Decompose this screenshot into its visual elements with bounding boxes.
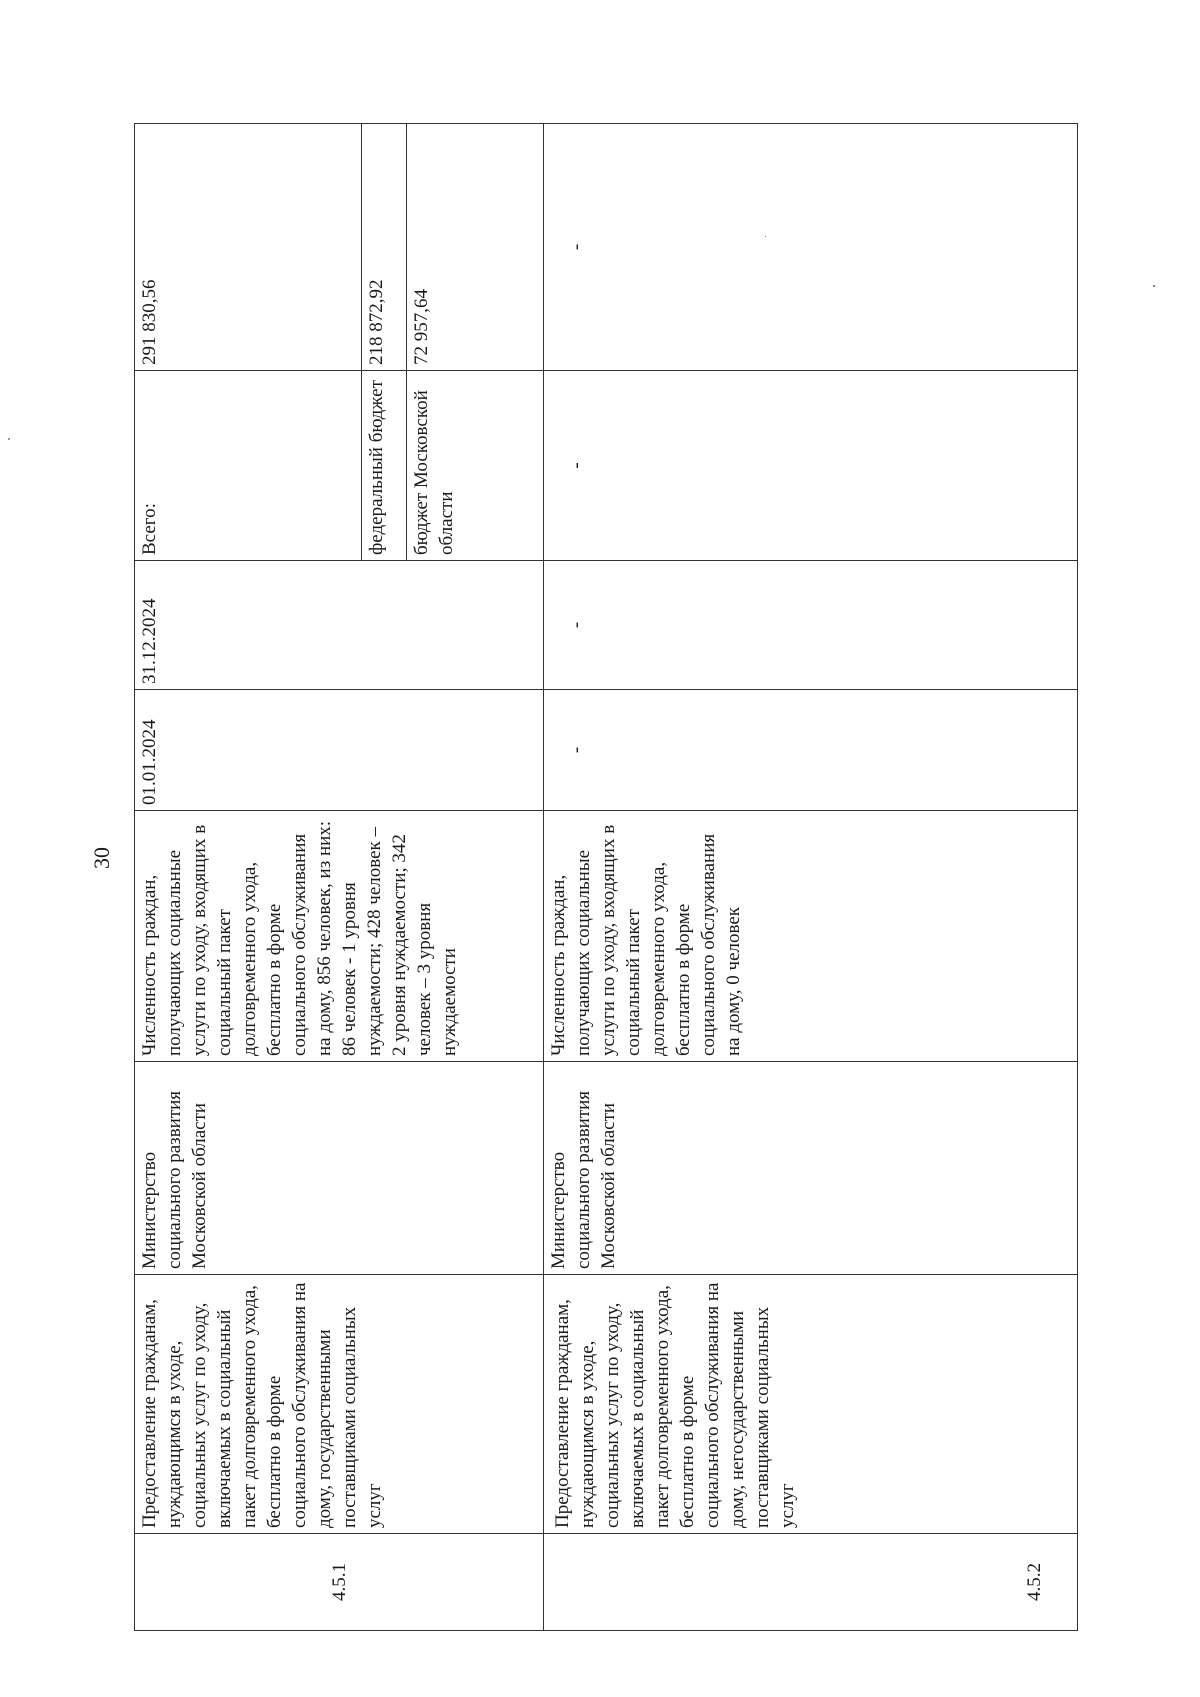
source-label: федеральный бюджет [366,380,387,555]
page-number: 30 [89,847,114,869]
source-cell [544,371,1078,561]
total-value-cell [135,124,362,371]
table-row [135,124,362,1631]
source-value-cell [407,124,544,371]
executor: Министерство социального развития Московской области [548,1090,619,1269]
source-label-cell [362,371,407,561]
measure-name: Предоставление гражданам, нуждающимся в уходе, социальных услуг по уходу, включаемых в социальный пакет долговременного ухода, бесплатно в форме социального обслуживания на дому, государственными поставщиками социальных услуг [139,1282,385,1528]
executor-cell [135,1062,544,1275]
row-code-cell [544,1534,1078,1631]
total-label-cell [135,371,362,561]
measure-name-cell [135,1275,544,1534]
executor: Министерство социального развития Московской области [139,1090,210,1269]
measure-name-cell [544,1275,1078,1534]
row-code: 4.5.2 [1024,1563,1045,1601]
rotated-table-wrapper [134,124,1077,1631]
amount: - [566,243,587,251]
source-label: бюджет Московской области [411,390,457,555]
total-label: Всего: [139,503,160,555]
result: Численность граждан, получающих социальные услуги по уходу, входящих в социальный пакет долговременного ухода, бесплатно в форме социального обслуживания на дому, 0 человек [548,824,744,1056]
source-label-cell [407,371,544,561]
total-value: 291 830,56 [139,279,160,365]
start-date: - [566,746,587,754]
result-cell [544,811,1078,1062]
amount-cell [544,124,1078,371]
table-row [544,124,1078,1631]
source-value: 218 872,92 [366,279,387,365]
row-code: 4.5.1 [328,1563,350,1601]
result: Численность граждан, получающих социальные услуги по уходу, входящих в социальный пакет долговременного ухода, бесплатно в форме социального обслуживания на дому, 856 человек, из них: 86 человек - 1 уровня нуждаемости; 428 человек – 2 уровня нуждаемости; 342 человек – 3 уровня нуждаемости [139,820,460,1056]
source: - [566,462,587,469]
start-date-cell [544,690,1078,811]
plan-table [134,123,1078,1631]
measure-name: Предоставление гражданам, нуждающимся в уходе, социальных услуг по уходу, включаемых в социальный пакет долговременного ухода, бесплатно в форме социального обслуживания на дому, негосударственными поставщиками социальных услуг [552,1282,798,1528]
end-date: - [566,621,587,629]
end-date-cell [544,561,1078,690]
executor-cell [544,1062,1078,1275]
scan-speck [8,438,10,440]
end-date: 31.12.2024 [139,598,160,684]
source-value: 72 957,64 [411,289,432,365]
scan-speck [765,236,766,237]
row-code-cell [135,1534,544,1631]
start-date-cell [135,690,544,811]
scan-speck [1153,285,1155,287]
source-value-cell [362,124,407,371]
start-date: 01.01.2024 [139,719,160,805]
result-cell [135,811,544,1062]
end-date-cell [135,561,544,690]
